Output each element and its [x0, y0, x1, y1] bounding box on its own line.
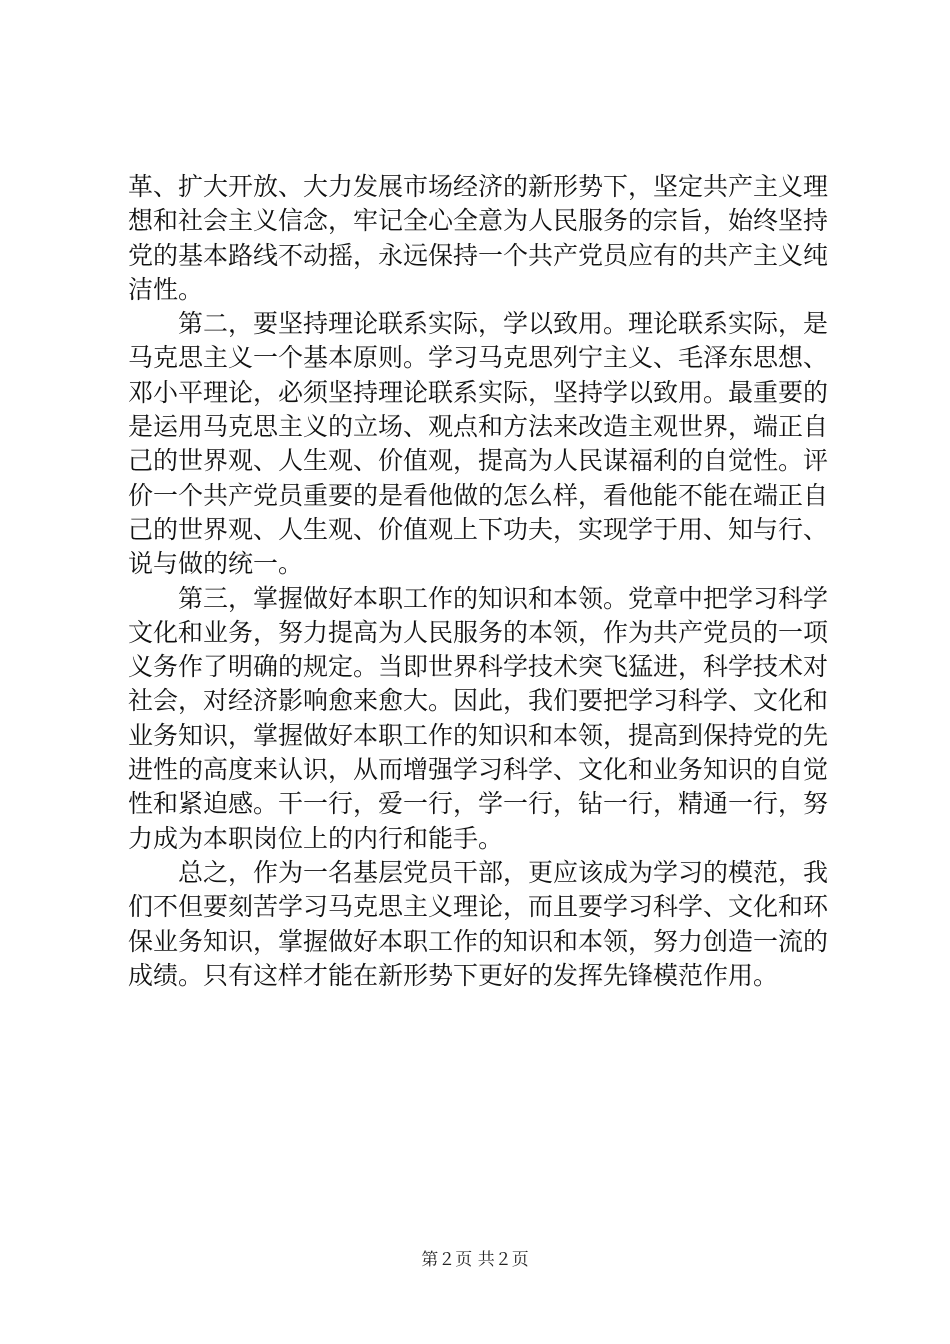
- paragraph-conclusion: 总之，作为一名基层党员干部，更应该成为学习的模范，我们不但要刻苦学习马克思主义理论，而且要学习科学、文化和环保业务知识，掌握做好本职工作的知识和本领，努力创造一流的成绩。只有这样才能在新形势下更好的发挥先锋模范作用。: [128, 857, 829, 990]
- document-body: [128, 170, 828, 993]
- paragraph-continuation: 革、扩大开放、大力发展市场经济的新形势下，坚定共产主义理想和社会主义信念，牢记全心全意为人民服务的宗旨，始终坚持党的基本路线不动摇，永远保持一个共产党员应有的共产主义纯洁性。: [128, 172, 829, 304]
- page-number-footer: 第２页 共２页: [421, 1250, 529, 1270]
- paragraph-theory-practice: 第二，要坚持理论联系实际，学以致用。理论联系实际，是马克思主义一个基本原则。学习马克思列宁主义、毛泽东思想、邓小平理论，必须坚持理论联系实际，坚持学以致用。最重要的是运用马克思主义的立场、观点和方法来改造主观世界，端正自己的世界观、人生观、价值观，提高为人民谋福利的自觉性。评价一个共产党员重要的是看他做的怎么样，看他能不能在端正自己的世界观、人生观、价值观上下功夫，实现学于用、知与行、说与做的统一。: [128, 309, 829, 579]
- paragraph-job-knowledge: 第三，掌握做好本职工作的知识和本领。党章中把学习科学文化和业务，努力提高为人民服务的本领，作为共产党员的一项义务作了明确的规定。当即世界科学技术突飞猛进，科学技术对社会，对经济影响愈来愈大。因此，我们要把学习科学、文化和业务知识，掌握做好本职工作的知识和本领，提高到保持党的先进性的高度来认识，从而增强学习科学、文化和业务知识的自觉性和紧迫感。干一行，爱一行，学一行，钻一行，精通一行，努力成为本职岗位上的内行和能手。: [128, 583, 829, 853]
